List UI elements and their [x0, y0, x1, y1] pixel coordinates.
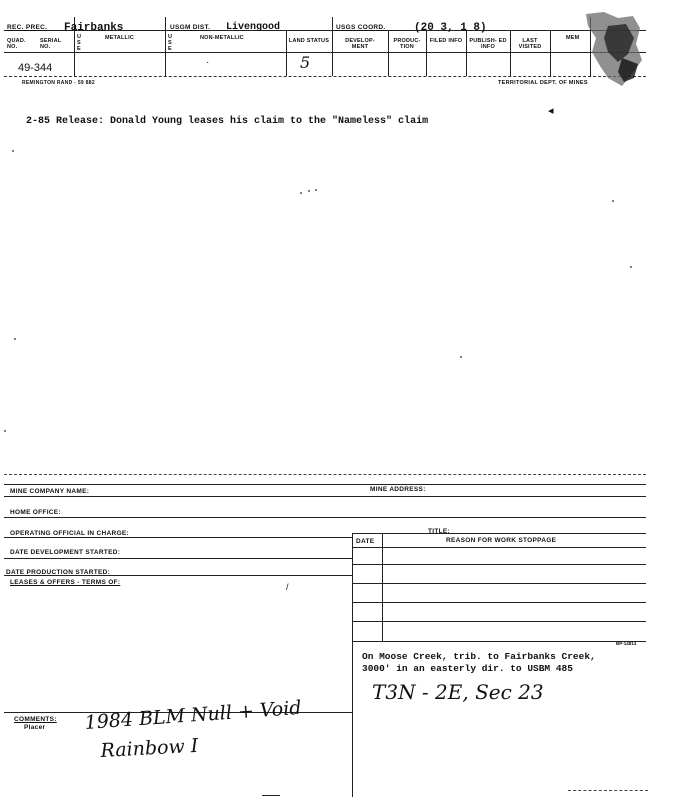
col-last-visited: LAST VISITED: [518, 38, 542, 50]
col-u-metallic: U: [77, 34, 82, 40]
location-line-2: 3000' in an easterly dir. to USBM 485: [362, 663, 573, 674]
comments-label: COMMENTS:: [14, 716, 57, 723]
rec-prec-value: Fairbanks: [64, 22, 124, 34]
comments-sub: Placer: [24, 724, 46, 731]
land-status-value: 5: [300, 53, 311, 72]
operating-official-label: OPERATING OFFICIAL IN CHARGE:: [10, 530, 129, 537]
usgm-dist-label: USGM DIST.: [170, 24, 211, 31]
rec-prec-label: REC. PREC.: [7, 24, 48, 31]
printer-note: REMINGTON RAND - 59 882: [22, 80, 95, 86]
ink-mark: ◂: [548, 105, 554, 117]
col-mem: MEM: [566, 35, 580, 41]
dept-label: TERRITORIAL DEPT. OF MINES: [498, 80, 588, 86]
col-production: PRODUC- TION: [393, 38, 421, 50]
usgs-coord-label: USGS COORD.: [336, 24, 386, 31]
mine-company-name-label: MINE COMPANY NAME:: [10, 488, 90, 495]
col-s-nonmetallic: S: [168, 40, 172, 46]
col-u-nonmetallic: U: [168, 34, 173, 40]
location-line-1: On Moose Creek, trib. to Fairbanks Creek,: [362, 651, 596, 662]
form-number: BP-14814: [616, 641, 637, 646]
quad-value: 49-344: [18, 62, 53, 74]
col-development: DEVELOP- MENT: [345, 38, 375, 50]
comment-handwriting-2: Rainbow I: [100, 734, 199, 762]
date-col-label: DATE: [356, 538, 375, 545]
col-e-metallic: E: [77, 46, 81, 52]
col-non-metallic: NON-METALLIC: [200, 35, 244, 41]
col-serial-no: SERIAL NO.: [40, 38, 62, 50]
dot-mark: ·: [206, 57, 210, 68]
col-published-info: PUBLISH- ED INFO: [469, 38, 507, 50]
usgm-dist-value: Livengood: [226, 22, 281, 33]
torn-corner-stain: [578, 8, 648, 88]
date-prod-started-label: DATE PRODUCTION STARTED:: [6, 569, 111, 576]
col-filed-info: FILED INFO: [429, 38, 463, 44]
date-dev-started-label: DATE DEVELOPMENT STARTED:: [10, 549, 121, 556]
body-entry: 2-85 Release: Donald Young leases his claim to the "Nameless" claim: [26, 116, 429, 127]
col-metallic: METALLIC: [105, 35, 134, 41]
col-s-metallic: S: [77, 40, 81, 46]
usgs-coord-value: (20 3, 1 8): [414, 22, 487, 34]
township-note: T3N - 2E, Sec 23: [372, 680, 544, 704]
mine-address-label: MINE ADDRESS:: [370, 486, 426, 493]
title-label: TITLE:: [428, 528, 451, 535]
comment-handwriting-1: 1984 BLM Null + Void: [84, 696, 303, 734]
reason-col-label: REASON FOR WORK STOPPAGE: [446, 537, 557, 544]
col-e-nonmetallic: E: [168, 46, 172, 52]
leases-offers-label: LEASES & OFFERS - TERMS OF:: [10, 579, 121, 586]
home-office-label: HOME OFFICE:: [10, 509, 61, 516]
col-land-status: LAND STATUS: [288, 38, 330, 44]
pen-mark: /: [286, 582, 289, 592]
col-quad-no: QUAD. NO.: [7, 38, 26, 50]
